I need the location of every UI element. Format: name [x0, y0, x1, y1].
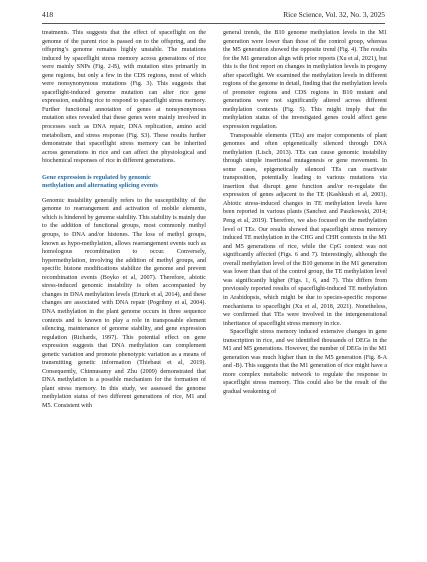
left-paragraph-1: treatments. This suggests that the effect of spaceflight on the genome of the parent rice is passed on to the offspring, and the offspring’s genome remains highly unstable. The mutations induced by spaceflight stress memory across generations of rice were mainly SNPs (Fig. 2-B), with mutation sites primarily in gene regions, but only a few in the CDS regions, most of which were nonsynonymous mutations (Fig. 3). This suggests that spaceflight-induced genome mutation can alter rice gene expression, enabling rice to respond to spaceflight stress memory. Further functional annotation of genes at nonsynonymous mutation sites revealed that these genes were mainly involved in processes such as DNA repair, DNA replication, amino acid metabolism, and stress response (Fig. S3). These results further demonstrate that spaceflight stress memory can be inherited across generations in rice and can affect the physiological and biochemical responses of rice in different generations. — [42, 30, 206, 165]
right-column — [223, 29, 387, 544]
left-column — [42, 29, 206, 544]
page-number: 418 — [42, 10, 54, 19]
right-paragraph-1: general trends, the B10 genome methylation levels in the M1 generation were lower than those of the control group, whereas the M5 generation showed the opposite trend (Fig. 4). The results for the M1 generation align with prior reports (Xu et al, 2021), but this is the first report on changes in methylation levels in progeny after spaceflight. We examined the methylation levels in different regions of the genome in detail, finding that the methylation levels of promoter regions and CDS regions in B10 mutant and generations were not significantly altered across different methylation contexts (Fig. 5). This might imply that the methylation status of the investigated genes could affect gene expression regulation. — [223, 30, 387, 131]
section-heading-line-1: Gene expression is regulated by genomic — [42, 173, 151, 181]
section-heading — [42, 174, 206, 191]
left-paragraph-2: Genomic instability generally refers to the susceptibility of the genome to rearrangement and activation of mobile elements, which is hindered by genome stability. This stability is mainly due to the addition of functional groups, most commonly methyl groups, to DNA and/or histones. The loss of methyl groups, known as hypo-methylation, allows rearrangement events such as homologous recombination to occur. Conversely, hypermethylation, involving the addition of methyl groups, and specific histone modifications stabilize the genome and prevent recombination events (Boyko et al, 2007). Therefore, abiotic stress-induced genomic instability is often accompanied by changes in DNA methylation levels (Erturk et al, 2014), and these changes are associated with DNA repair (Pogribny et al, 2004). DNA methylation in the plant genome occurs in three sequence contexts and is known to play a role in transposable element silencing, maintenance of genome stability, and gene expression regulation (Richards, 1997). This potential effect on gene expression suggests that DNA methylation can complement genetic variation and promote phenotypic variation as a means of transmitting genetic information (Thiebaut et al, 2019). Consequently, Chinnusamy and Zhu (2009) demonstrated that DNA methylation is a possible mechanism for the formation of plant stress memory. In this study, we assessed the genome methylation status of two different generations of rice, M1 and M5. Consistent with — [42, 197, 206, 409]
running-header — [42, 9, 385, 21]
header-rule — [42, 23, 385, 24]
section-heading-line-2: methylation and alternating splicing events — [42, 182, 158, 190]
right-paragraph-2: Transposable elements (TEs) are major components of plant genomes and often epigenetically silenced through DNA methylation (Lisch, 2013). TEs can cause genomic instability through simple insertional mutagenesis or gene movement. In some cases, epigenetically silenced TEs can reactivate transposition, potentially leading to various mutations via insertion that disrupt gene function and/or re-regulate the expression of genes adjacent to the TE (Kashkush et al, 2003). Abiotic stress-induced changes in TE methylation levels have been reported in various plants (Sanchez and Paszkowski, 2014; Peng et al, 2019). Therefore, we also focused on the methylation level of TEs. Our results showed that spaceflight stress memory induced TE methylation in the CHG and CHH contexts in the M1 and M5 generations of rice, while the CpG context was not significantly affected (Figs. 6 and 7). Interestingly, although the overall methylation level of the B10 genome in the M1 generation was lower than that of the control group, the TE methylation level was significantly higher (Figs. 1, 6, and 7). This differs from previously reported results of spaceflight-induced TE methylation in Arabidopsis, which might be due to species-specific response mechanisms to spaceflight (Xu et al, 2018, 2021). Nonetheless, we confirmed that TEs were involved in the intergenerational inheritance of spaceflight stress memory in rice. — [223, 132, 387, 327]
journal-citation: Rice Science, Vol. 32, No. 3, 2025 — [283, 10, 385, 19]
right-paragraph-3: Spaceflight stress memory induced extensive changes in gene transcription in rice, and we identified thousands of DEGs in the M1 and M5 generations. However, the number of DEGs in the M1 generation was much higher than in the M5 generation (Fig. 8-A and -B). This suggests that the M1 generation of rice might have a more complex metabolic network to regulate the response to spaceflight stress memory. This could also be the result of the gradual weakening of — [223, 329, 387, 395]
